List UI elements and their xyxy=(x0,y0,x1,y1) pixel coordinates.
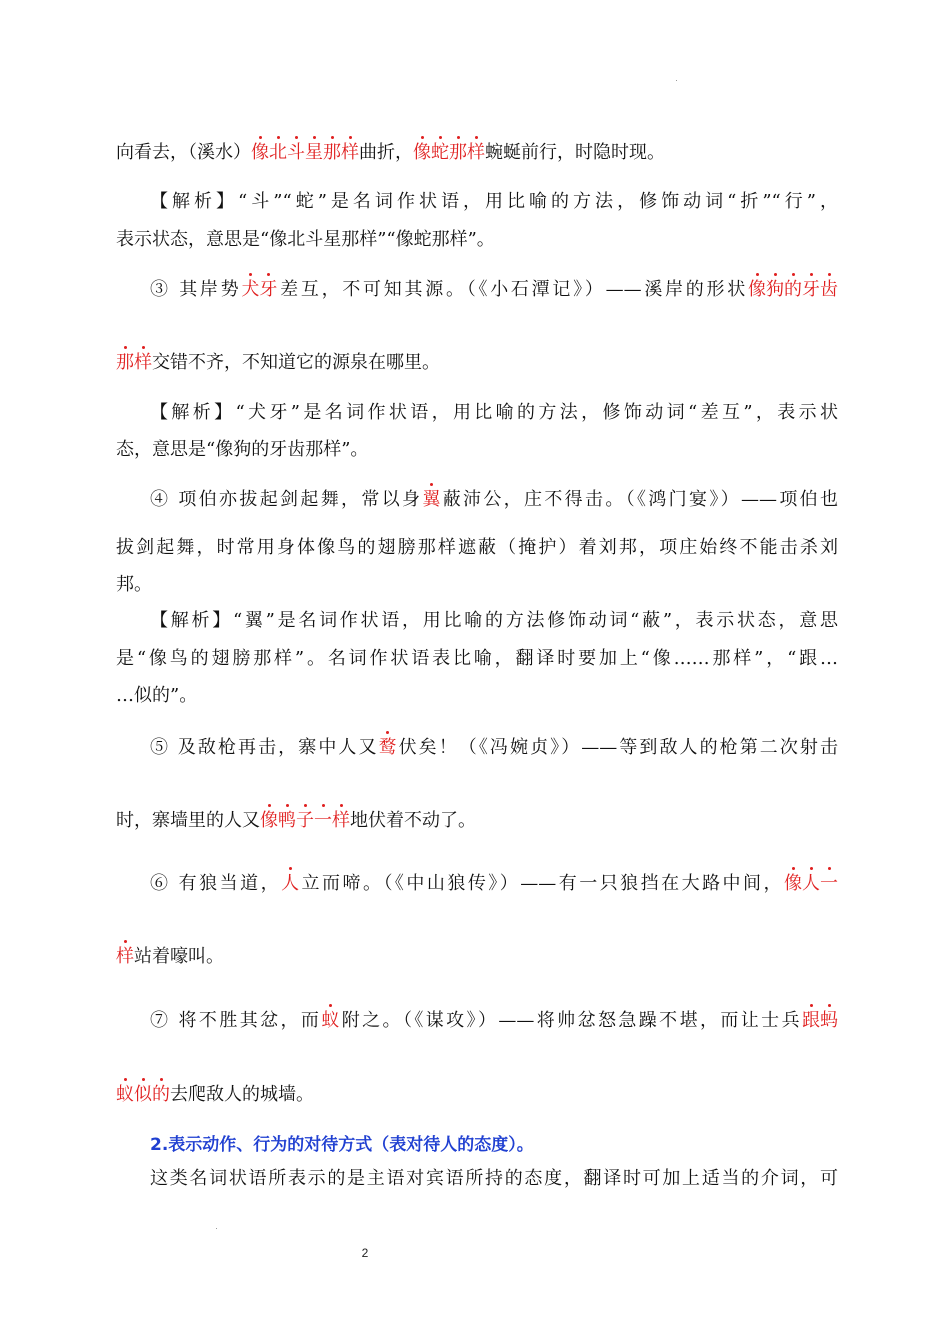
text-segment: 蔽沛公，庄不得击。（《鸿门宴》）——项伯也 xyxy=(440,489,838,510)
page-number: 2 xyxy=(361,1246,369,1260)
emphasis-dot-char: 人 xyxy=(281,873,300,894)
emphasis-dot-char: 像 xyxy=(260,810,278,831)
text-segment: 是“像鸟的翅膀那样”。名词作状语表比喻，翻译时要加上“像……那样”，“跟… xyxy=(116,648,838,669)
emphasis-dot-char: 子 xyxy=(296,810,314,831)
text-segment: 曲折， xyxy=(359,142,413,163)
emphasis-text xyxy=(241,279,277,300)
text-segment: 邦。 xyxy=(116,574,152,595)
emphasis-text xyxy=(379,737,397,758)
translation-line xyxy=(116,537,838,559)
text-segment: 交错不齐，不知道它的源泉在哪里。 xyxy=(152,352,440,373)
emphasis-dot-char: 蛇 xyxy=(431,142,449,163)
emphasis-dot-char: 犬 xyxy=(241,279,260,300)
emphasis-dot-char: 那 xyxy=(116,352,134,373)
text-segment: …似的”。 xyxy=(116,685,198,706)
emphasis-dot-char: 一 xyxy=(820,873,838,894)
text-segment: 这类名词状语所表示的是主语对宾语所持的态度，翻译时可加上适当的介词，可 xyxy=(150,1168,838,1189)
emphasis-text xyxy=(748,279,838,300)
emphasis-dot-char: 的 xyxy=(784,279,802,300)
emphasis-dot-char: 齿 xyxy=(820,279,838,300)
emphasis-dot-char: 蚂 xyxy=(820,1010,838,1031)
text-segment: 【解析】“犬牙”是名词作状语，用比喻的方法，修饰动词“差互”，表示状 xyxy=(150,402,838,423)
emphasis-dot-char: 牙 xyxy=(802,279,820,300)
emphasis-dot-char: 样 xyxy=(116,946,134,967)
emphasis-text xyxy=(422,489,440,510)
emphasis-dot-char: 的 xyxy=(152,1084,170,1105)
emphasis-text xyxy=(116,946,134,967)
analysis-line xyxy=(116,648,838,670)
text-segment: 表示状态，意思是“像北斗星那样”“像蛇那样”。 xyxy=(116,229,495,250)
text-segment: 向看去，（溪水） xyxy=(116,142,251,163)
text-segment: ⑤ 及敌枪再击，寨中人又 xyxy=(150,737,379,758)
emphasis-dot-char: 像 xyxy=(784,873,802,894)
example-line xyxy=(150,873,838,895)
emphasis-dot-char: 狗 xyxy=(766,279,784,300)
section-heading xyxy=(150,1134,838,1156)
emphasis-dot-char: 北 xyxy=(269,142,287,163)
text-segment: ⑥ 有狼当道， xyxy=(150,873,282,894)
emphasis-dot-char: 蚁 xyxy=(321,1010,340,1031)
analysis-line xyxy=(150,191,838,213)
translation-line xyxy=(116,1084,838,1106)
emphasis-dot-char: 牙 xyxy=(259,279,278,300)
emphasis-text xyxy=(784,873,838,894)
emphasis-dot-char: 像 xyxy=(413,142,431,163)
example-line xyxy=(150,1010,838,1032)
scan-speck xyxy=(676,80,677,81)
example-line xyxy=(150,737,838,759)
analysis-line xyxy=(116,229,838,251)
text-segment: ⑦ 将不胜其忿，而 xyxy=(150,1010,322,1031)
emphasis-dot-char: 那 xyxy=(323,142,341,163)
emphasis-dot-char: 像 xyxy=(748,279,766,300)
emphasis-dot-char: 鸭 xyxy=(278,810,296,831)
analysis-line xyxy=(116,685,838,707)
scan-speck xyxy=(216,1228,217,1229)
translation-line xyxy=(116,142,838,164)
emphasis-dot-char: 一 xyxy=(314,810,332,831)
emphasis-text xyxy=(116,1084,170,1105)
translation-line xyxy=(116,352,838,374)
text-segment: 时，寨墙里的人又 xyxy=(116,810,260,831)
translation-line xyxy=(116,810,838,832)
emphasis-dot-char: 蚁 xyxy=(116,1084,134,1105)
emphasis-dot-char: 样 xyxy=(134,352,152,373)
emphasis-dot-char: 样 xyxy=(332,810,350,831)
emphasis-text xyxy=(260,810,350,831)
emphasis-dot-char: 斗 xyxy=(287,142,305,163)
analysis-line xyxy=(116,439,838,461)
analysis-line xyxy=(150,402,838,424)
text-segment: 立而啼。（《中山狼传》）——有一只狼挡在大路中间， xyxy=(299,873,784,894)
text-segment: 附之。（《谋攻》）——将帅忿怒急躁不堪，而让士兵 xyxy=(339,1010,802,1031)
emphasis-dot-char: 鹜 xyxy=(378,737,397,758)
example-line xyxy=(150,279,838,301)
emphasis-dot-char: 星 xyxy=(305,142,323,163)
text-segment: 蜿蜒前行，时隐时现。 xyxy=(485,142,665,163)
emphasis-dot-char: 像 xyxy=(251,142,269,163)
text-segment: 拔剑起舞，时常用身体像鸟的翅膀那样遮蔽（掩护）着刘邦，项庄始终不能击杀刘 xyxy=(116,537,838,558)
emphasis-text xyxy=(321,1010,339,1031)
emphasis-dot-char: 样 xyxy=(341,142,359,163)
text-segment: 站着嚎叫。 xyxy=(134,946,224,967)
emphasis-dot-char: 跟 xyxy=(802,1010,820,1031)
text-segment: 【解析】“翼”是名词作状语，用比喻的方法修饰动词“蔽”，表示状态，意思 xyxy=(150,610,838,631)
emphasis-text xyxy=(413,142,485,163)
text-segment: 地伏着不动了。 xyxy=(350,810,476,831)
translation-line xyxy=(116,574,838,596)
text-segment: 伏矣！（《冯婉贞》）——等到敌人的枪第二次射击 xyxy=(396,737,838,758)
text-segment: ③ 其岸势 xyxy=(150,279,242,300)
text-segment: ④ 项伯亦拔起剑起舞，常以身 xyxy=(150,489,423,510)
body-line xyxy=(150,1168,838,1190)
emphasis-text xyxy=(251,142,359,163)
analysis-line xyxy=(150,610,838,632)
text-segment: 去爬敌人的城墙。 xyxy=(170,1084,314,1105)
translation-line xyxy=(116,946,838,968)
example-line xyxy=(150,489,838,511)
text-segment: 2.表示动作、行为的对待方式（表对待人的态度）。 xyxy=(150,1135,534,1155)
emphasis-dot-char: 翼 xyxy=(422,489,441,510)
emphasis-dot-char: 人 xyxy=(802,873,820,894)
text-segment: 【解析】“斗”“蛇”是名词作状语，用比喻的方法，修饰动词“折”“行”， xyxy=(150,191,838,212)
emphasis-dot-char: 那 xyxy=(449,142,467,163)
text-segment: 态，意思是“像狗的牙齿那样”。 xyxy=(116,439,369,460)
emphasis-dot-char: 似 xyxy=(134,1084,152,1105)
emphasis-text xyxy=(802,1010,838,1031)
emphasis-text xyxy=(281,873,299,894)
emphasis-text xyxy=(116,352,152,373)
text-segment: 差互，不可知其源。（《小石潭记》）——溪岸的形状 xyxy=(277,279,748,300)
emphasis-dot-char: 样 xyxy=(467,142,485,163)
